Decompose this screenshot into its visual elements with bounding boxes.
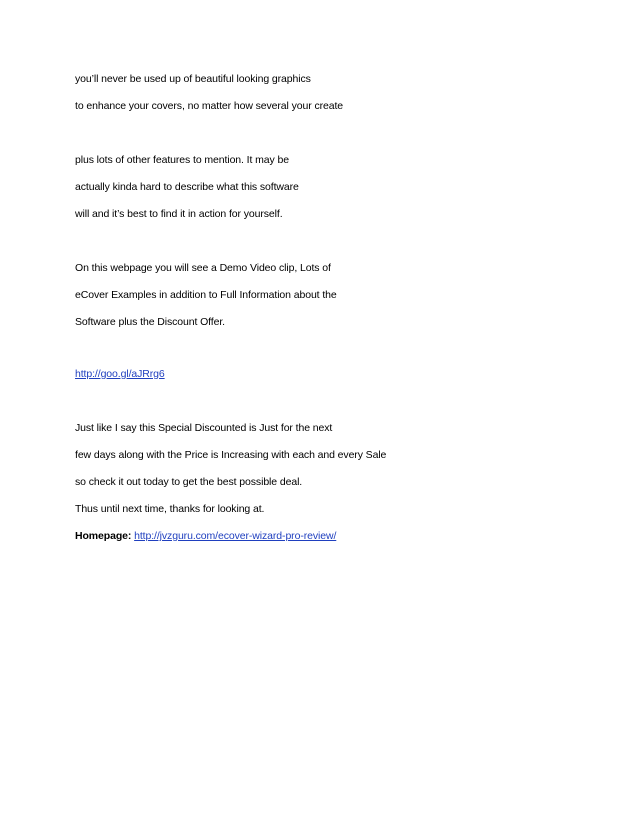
- text-line: you’ll never be used up of beautiful looking graphics: [75, 73, 311, 85]
- homepage-label: Homepage:: [75, 530, 132, 542]
- text-line: few days along with the Price is Increasing with each and every Sale: [75, 449, 387, 461]
- text-line: Thus until next time, thanks for looking at.: [75, 503, 265, 515]
- text-line: to enhance your covers, no matter how several your create: [75, 100, 344, 112]
- homepage-line: [75, 529, 336, 543]
- text-line: so check it out today to get the best possible deal.: [75, 476, 303, 488]
- text-line: Software plus the Discount Offer.: [75, 316, 226, 328]
- short-link-line: [75, 367, 165, 381]
- text-line: eCover Examples in addition to Full Information about the: [75, 289, 337, 301]
- short-link[interactable]: http://goo.gl/aJRrg6: [75, 368, 165, 380]
- text-line: plus lots of other features to mention. It may be: [75, 154, 289, 166]
- text-line: Just like I say this Special Discounted is Just for the next: [75, 422, 333, 434]
- text-line: actually kinda hard to describe what this software: [75, 181, 299, 193]
- text-line: On this webpage you will see a Demo Video clip, Lots of: [75, 262, 331, 274]
- text-line: will and it’s best to find it in action for yourself.: [75, 208, 283, 220]
- homepage-link[interactable]: http://jvzguru.com/ecover-wizard-pro-review/: [134, 530, 337, 542]
